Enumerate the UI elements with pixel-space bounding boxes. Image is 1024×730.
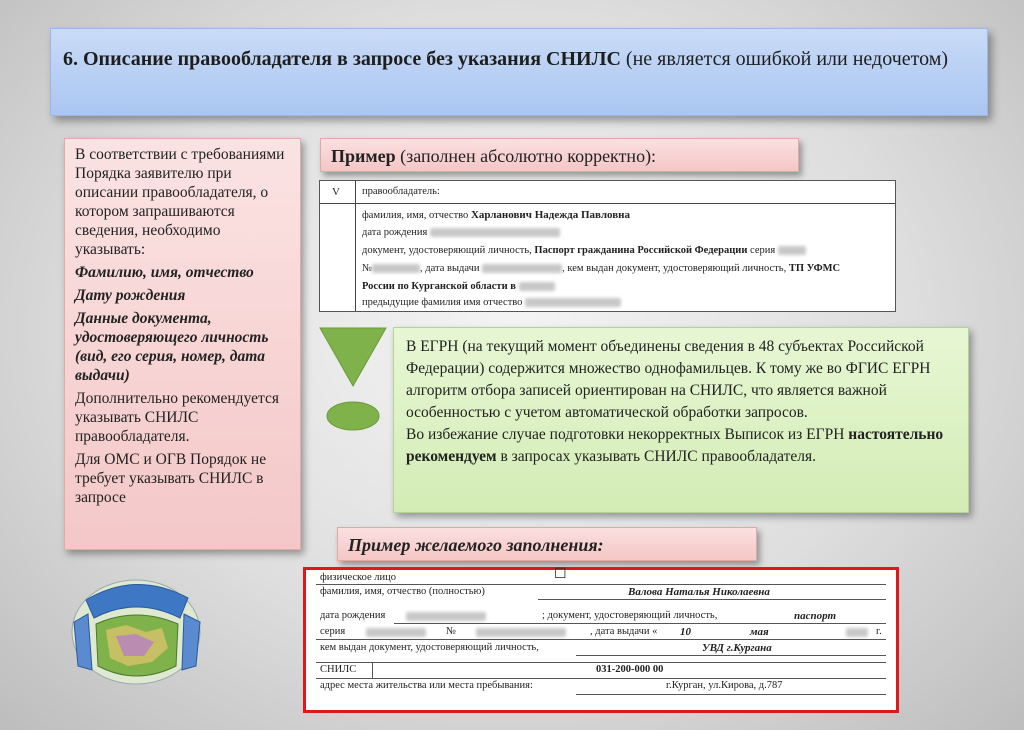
- example-document: [319, 180, 896, 312]
- document-label: ; документ, удостоверяющий личность,: [542, 610, 718, 621]
- fio-line: фамилия, имя, отчество Харланович Надежда Павловна: [362, 209, 631, 221]
- requirements-note-oms: Для ОМС и ОГВ Порядок не требует указывать СНИЛС в запросе: [75, 451, 267, 506]
- issuer-line: России по Курганской области в: [362, 281, 555, 292]
- requirement-item: Данные документа, удостоверяющего личность (вид, его серия, номер, дата выдачи): [75, 310, 269, 384]
- info-paragraph-2: Во избежание случае подготовки некорректных Выписок из ЕГРН настоятельно рекомендуем в запросах указывать СНИЛС правообладателя.: [406, 426, 944, 465]
- address-label: адрес места жительства или места пребывания:: [320, 680, 533, 691]
- series-label: серия: [320, 626, 346, 637]
- checkbox-icon: ☐: [554, 567, 567, 582]
- year-suffix: г.: [876, 626, 882, 637]
- requirements-intro: В соответствии с требованиями Порядка заявителю при описании правообладателя, о котором запрашиваются сведения, необходимо указывать:: [75, 146, 285, 258]
- arrow-down-icon: [318, 326, 388, 432]
- document-value: паспорт: [794, 610, 837, 622]
- birth-line: дата рождения: [362, 227, 560, 238]
- holder-header: правообладатель:: [362, 186, 440, 197]
- issue-date-label: , дата выдачи «: [590, 626, 658, 637]
- example-label-bold: Пример: [331, 146, 396, 166]
- birth-label: дата рождения: [320, 610, 386, 621]
- document-divider: [355, 181, 356, 311]
- issue-month: мая: [750, 626, 769, 638]
- issuer-value: УВД г.Кургана: [702, 642, 772, 654]
- document-line: документ, удостоверяющий личность, Паспорт гражданина Российской Федерации серия: [362, 245, 806, 256]
- snils-label: СНИЛС: [320, 664, 357, 675]
- issue-day: 10: [680, 626, 691, 638]
- issuer-label: кем выдан документ, удостоверяющий личность,: [320, 642, 539, 653]
- desired-example-label: Пример желаемого заполнения:: [337, 527, 757, 561]
- requirements-note-snils: Дополнительно рекомендуется указывать СНИЛС правообладателя.: [75, 390, 279, 445]
- fio-label: фамилия, имя, отчество (полностью): [320, 586, 485, 597]
- requirement-item: Дату рождения: [75, 287, 186, 304]
- previous-name-line: предыдущие фамилия имя отчество: [362, 297, 621, 308]
- slide-title: [50, 28, 988, 116]
- example-label-rest: (заполнен абсолютно корректно):: [395, 146, 657, 166]
- info-box: [393, 327, 969, 513]
- checkbox-v-mark: V: [332, 186, 340, 198]
- number-label: №: [446, 626, 457, 637]
- title-normal: (не является ошибкой или недочетом): [620, 48, 949, 70]
- physical-person-label: физическое лицо: [320, 572, 397, 583]
- issue-line: № , дата выдачи , кем выдан документ, удостоверяющий личность, ТП УФМС: [362, 263, 841, 274]
- fio-value: Валова Наталья Николаевна: [628, 586, 770, 598]
- requirement-item: Фамилию, имя, отчество: [75, 264, 254, 281]
- example-label: [320, 138, 799, 172]
- requirements-panel: [64, 138, 301, 550]
- address-value: г.Курган, ул.Кирова, д.787: [666, 680, 783, 691]
- title-bold: 6. Описание правообладателя в запросе без указания СНИЛС: [63, 48, 621, 70]
- snils-value: 031-200-000 00: [596, 664, 664, 675]
- desired-example-form: [303, 567, 899, 713]
- cadastral-chamber-logo: [66, 570, 208, 688]
- info-paragraph-1: В ЕГРН (на текущий момент объединены сведения в 48 субъектах Российской Федерации) содержится множество однофамильцев. К тому же во ФГИС ЕГРН алгоритм отбора записей ориентирован на СНИЛС, что является важной особенностью с учетом автоматической обработки запросов.: [406, 338, 931, 421]
